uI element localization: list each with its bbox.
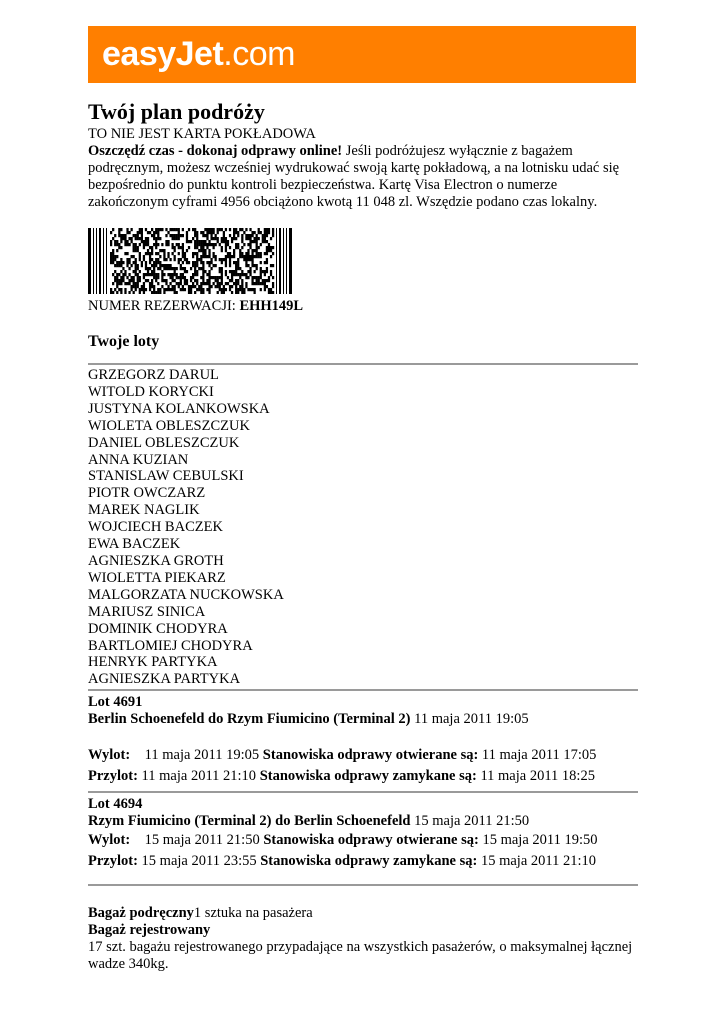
hand-baggage: Bagaż podręczny1 sztuka na pasażera — [88, 905, 313, 921]
departure-row: Wylot: 15 maja 2011 21:50 Stanowiska odprawy otwierane są: 15 maja 2011 19:50 — [88, 832, 598, 848]
passenger-name: MAREK NAGLIK — [88, 502, 200, 519]
passenger-name: DOMINIK CHODYRA — [88, 620, 228, 637]
intro-section — [88, 98, 638, 211]
divider — [88, 884, 638, 886]
intro-bold: Oszczędź czas - dokonaj odprawy online! — [88, 143, 343, 159]
flight-number: Lot 4694 — [88, 796, 143, 812]
checked-baggage-label: Bagaż rejestrowany — [88, 922, 211, 938]
flight-route: Rzym Fiumicino (Terminal 2) do Berlin Schoenefeld 15 maja 2011 21:50 — [88, 813, 530, 829]
not-boarding-pass-notice: TO NIE JEST KARTA POKŁADOWA — [88, 126, 316, 142]
arrival-row: Przylot: 11 maja 2011 21:10 Stanowiska odprawy zamykane są: 11 maja 2011 18:25 — [88, 768, 595, 784]
passenger-name: DANIEL OBLESZCZUK — [88, 434, 240, 451]
departure-row: Wylot: 11 maja 2011 19:05 Stanowiska odprawy otwierane są: 11 maja 2011 17:05 — [88, 747, 597, 763]
passenger-name: WITOLD KORYCKI — [88, 383, 214, 400]
baggage-section — [88, 905, 648, 973]
booking-code: EHH149L — [239, 298, 304, 314]
intro-text: Jeśli podróżujesz wyłącznie z bagażem podręcznym, możesz wcześniej wydrukować swoją kartę pokładową, a na lotnisku udać się bezpośrednio do punktu kontroli bezpieczeństwa. Kartę Visa Electron o numerze zakończonym cyframi 4956 obciążono kwotą 11 048 zl. Wszędzie podano czas lokalny. — [88, 143, 620, 210]
passenger-name: MARIUSZ SINICA — [88, 603, 206, 620]
flight-2 — [88, 796, 648, 872]
passenger-name: EWA BACZEK — [88, 536, 181, 553]
passenger-name: WIOLETA OBLESZCZUK — [88, 417, 250, 434]
passenger-name: WOJCIECH BACZEK — [88, 519, 223, 536]
passenger-name: STANISLAW CEBULSKI — [88, 468, 244, 485]
flight-route: Berlin Schoenefeld do Rzym Fiumicino (Terminal 2) 11 maja 2011 19:05 — [88, 711, 529, 727]
flights-section-title: Twoje loty — [88, 333, 160, 350]
booking-reference: NUMER REZERWACJI: EHH149L — [88, 298, 304, 314]
divider — [88, 791, 638, 793]
arrival-row: Przylot: 15 maja 2011 23:55 Stanowiska odprawy zamykane są: 15 maja 2011 21:10 — [88, 853, 597, 869]
passenger-name: BARTLOMIEJ CHODYRA — [88, 637, 253, 654]
intro-paragraph — [88, 143, 638, 211]
passenger-name: AGNIESZKA GROTH — [88, 552, 224, 569]
passenger-name: WIOLETTA PIEKARZ — [88, 569, 226, 586]
divider — [88, 689, 638, 691]
checked-baggage-text: 17 szt. bagażu rejestrowanego przypadające na wszystkich pasażerów, o maksymalnej łącznej wadze 340kg. — [88, 939, 633, 972]
barcode-image — [88, 228, 294, 294]
page-title: Twój plan podróży — [88, 99, 265, 124]
passenger-name: GRZEGORZ DARUL — [88, 367, 219, 383]
flight-1 — [88, 694, 648, 787]
passenger-name: AGNIESZKA PARTYKA — [88, 671, 241, 688]
passenger-name: MALGORZATA NUCKOWSKA — [88, 586, 284, 603]
divider — [88, 363, 638, 365]
passenger-name: ANNA KUZIAN — [88, 451, 189, 468]
flight-number: Lot 4691 — [88, 694, 143, 710]
passenger-name: JUSTYNA KOLANKOWSKA — [88, 400, 270, 417]
easyjet-banner — [88, 26, 636, 83]
passenger-list — [88, 367, 284, 688]
passenger-name: PIOTR OWCZARZ — [88, 485, 206, 502]
passenger-name: HENRYK PARTYKA — [88, 654, 218, 671]
easyjet-logo: easyJet.com — [102, 35, 295, 73]
